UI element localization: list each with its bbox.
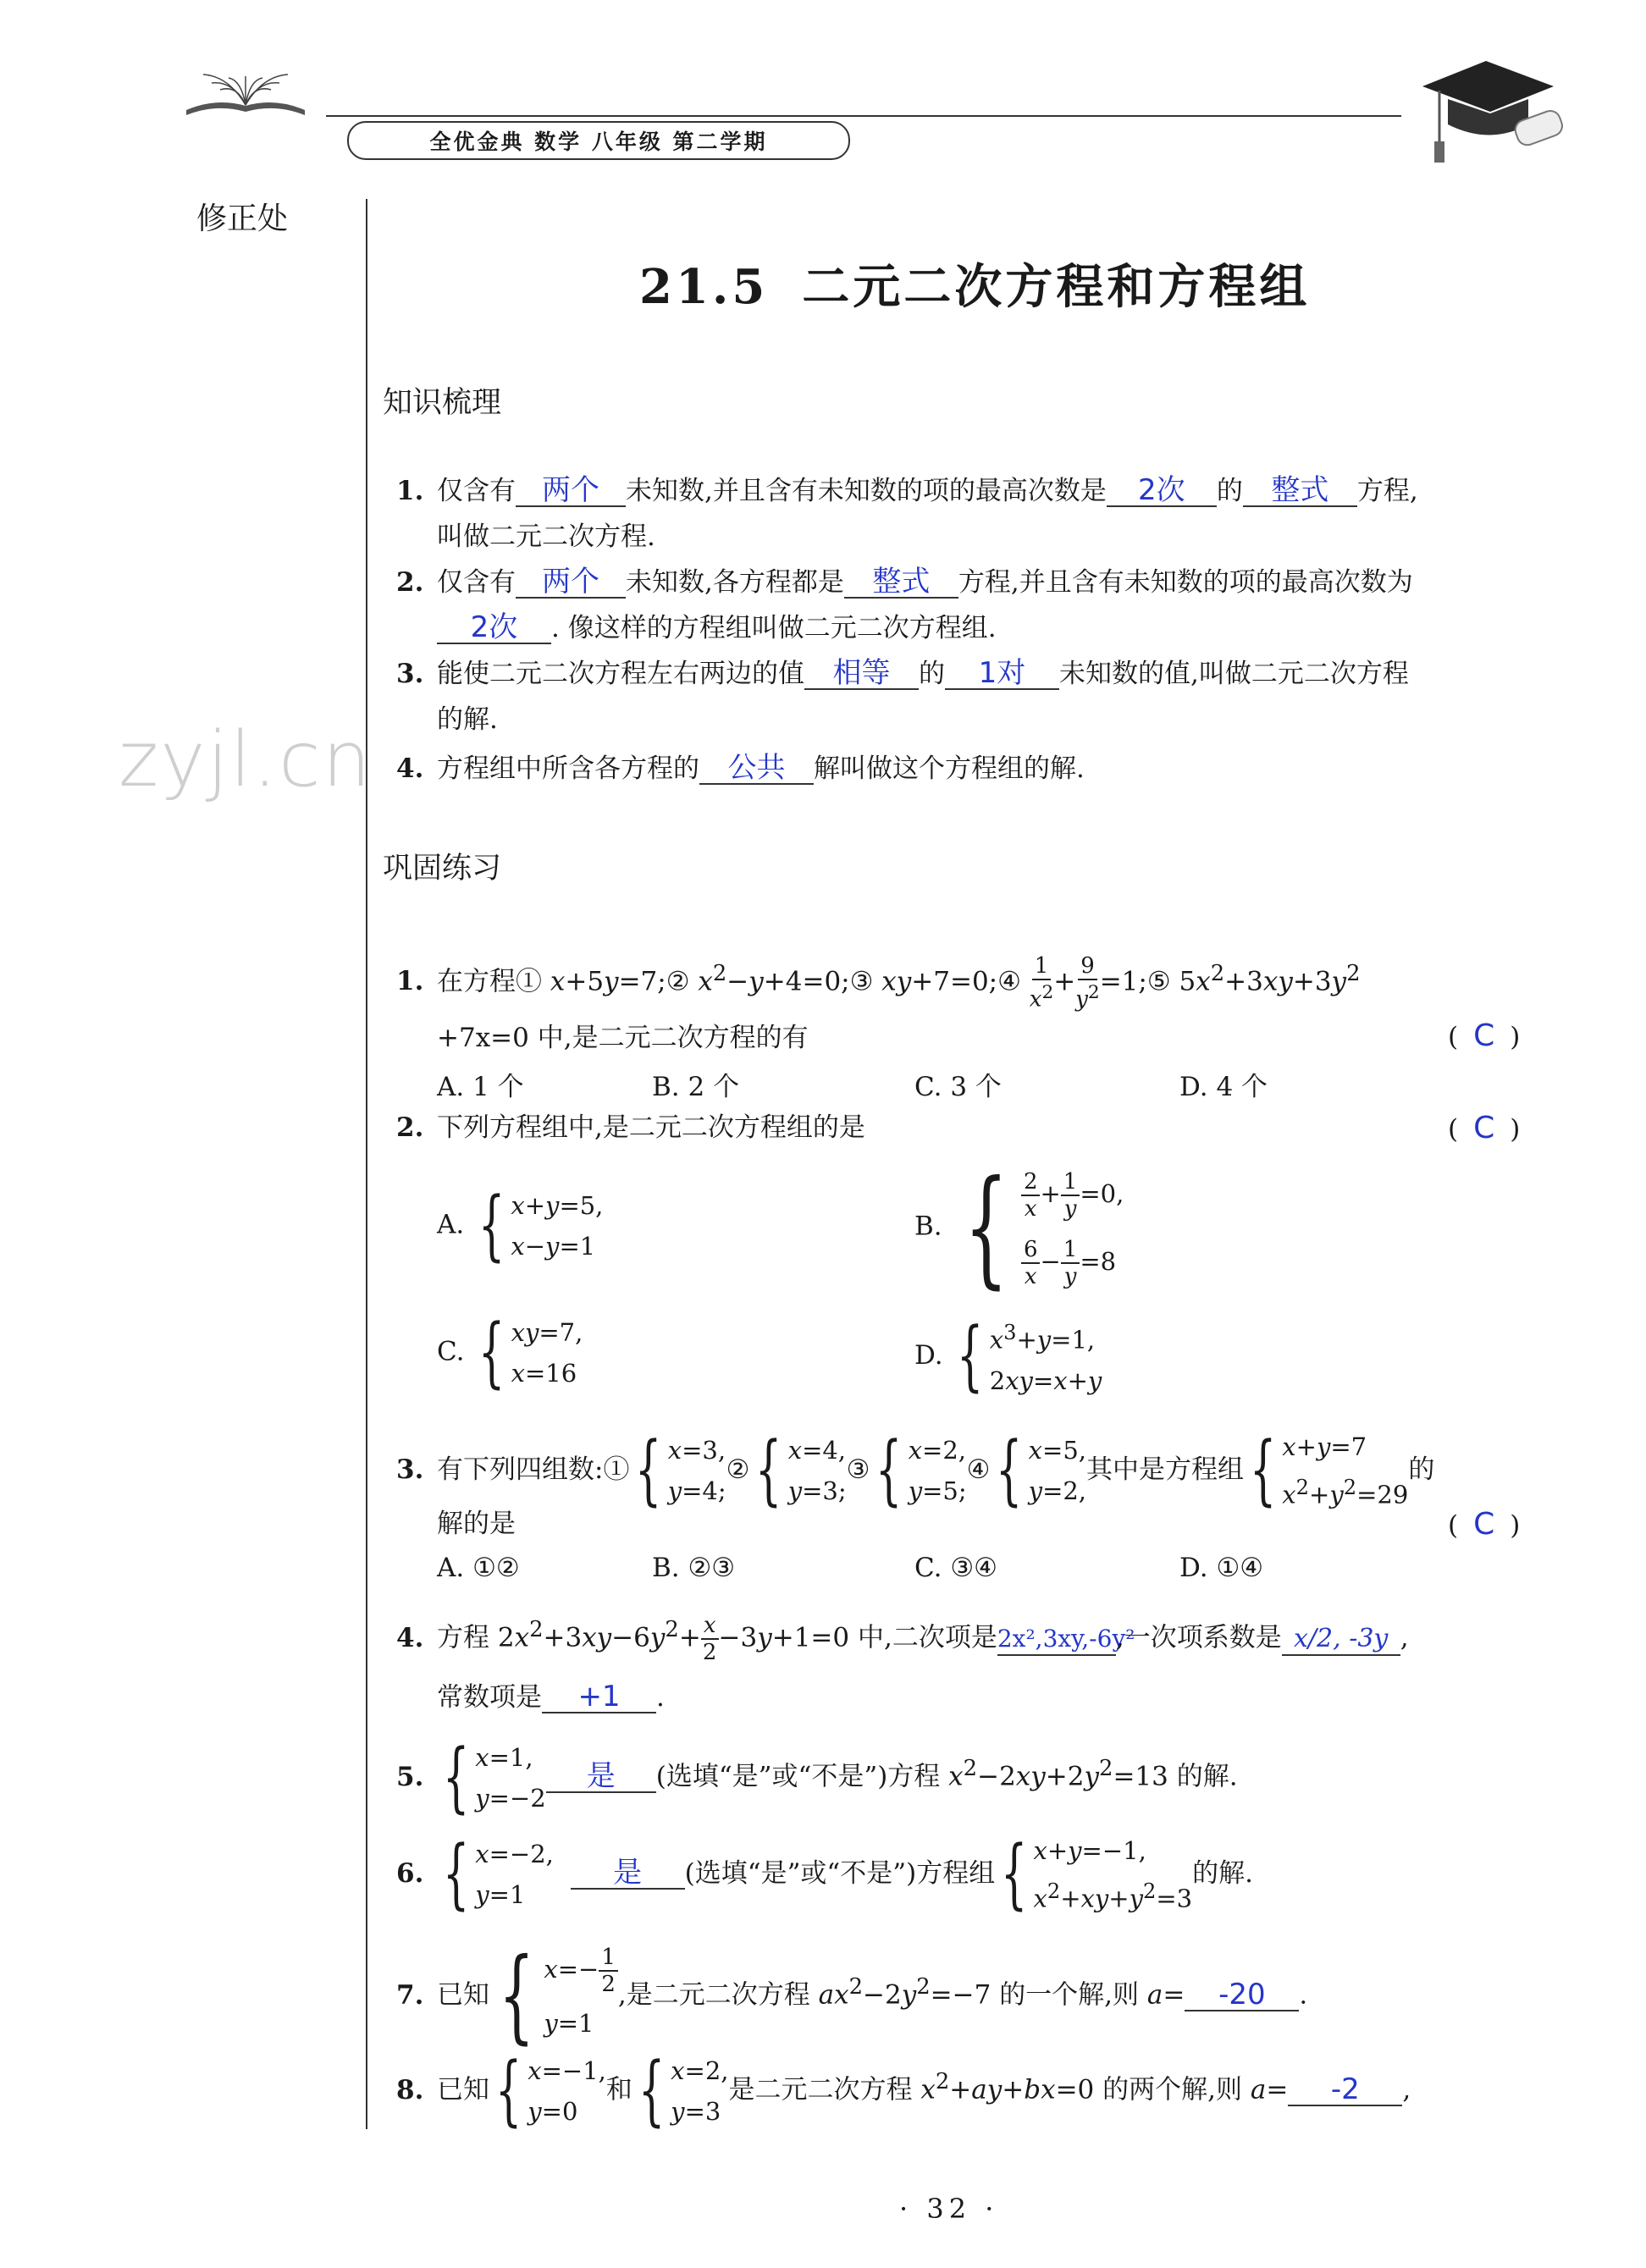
knowledge-item-2-cont: 2次 . 像这样的方程组叫做二元二次方程组. [437,611,997,645]
knowledge-item-2: 2. 仅含有 两个 未知数,各方程都是 整式 方程,并且含有未知数的项的最高次数为 [396,565,1413,599]
q2-option-b: B. { $\frac{2}{x}$ + $\frac{1}{y}$ =0, $\frac{6}{x}$ − $\frac{1}{y}$ =8 [914,1154,1124,1301]
q1-option-a: A. 1 个 [437,1072,524,1102]
q2-option-d: D. { $x^3+y=1$, 2xy=x+y [914,1311,1102,1401]
answer-blank[interactable]: 整式 [1243,475,1357,507]
knowledge-item-4: 4. 方程组中所含各方程的 公共 解叫做这个方程组的解. [396,751,1085,785]
answer-blank[interactable]: 2次 [437,612,551,644]
question-1-answer: ( C ) [1448,1018,1521,1053]
knowledge-item-1-cont: 叫做二元二次方程. [437,521,655,552]
section-title: 二元二次方程和方程组 [802,259,1311,315]
question-1: 1. 在方程① x+5y=7;② $x^2-y+4=0;③$ xy+7=0;④ $\frac{1}{x^2}$ + $\frac{9}{y^2}$ =1;⑤ $5x^2+3xy+3y^2$ [396,953,1361,1013]
question-7: 7. 已知 { x=− $\frac{1}{2}$ y=1 ,是二元二次方程 $ax^2-2y^2=-7$ 的一个解,则 a= -20 . [396,1937,1308,2055]
section-number: 21.5 [639,259,769,315]
q3-option-c: C. ③④ [914,1553,997,1583]
answer-blank[interactable]: 公共 [699,753,814,785]
q3-option-a: A. ①② [437,1553,520,1583]
question-3-answer: ( C ) [1448,1507,1521,1542]
q1-option-c: C. 3 个 [914,1072,1002,1102]
q2-option-a: A. { x+y=5, x−y=1 [437,1181,604,1270]
q3-option-b: B. ②③ [652,1553,736,1583]
answer-blank[interactable]: 是 [571,1857,685,1890]
q2-option-c: C. { xy=7, x=16 [437,1308,583,1397]
question-6: 6. { x=−2, y=1 是 (选填“是”或“不是”)方程组 { x+y=−1, $x^2+xy+y^2=3$ 的解. [396,1829,1253,1919]
graduation-cap-icon [1414,52,1566,171]
practice-heading: 巩固练习 [383,852,502,886]
margin-divider [366,199,367,2129]
question-4-cont: 常数项是 +1 . [437,1680,665,1713]
page-title [639,250,1310,317]
question-8: 8. 已知 { x=−1, y=0 和 { x=2, y=3 是二元二次方程 $x^2+ay+bx=0$ 的两个解,则 a= -2 , [396,2046,1411,2135]
question-2: 2. 下列方程组中,是二元二次方程组的是 [396,1112,865,1143]
answer-blank[interactable]: 2次 [1107,475,1217,507]
question-3: 3. 有下列四组数:① { x=3, y=4; ② { x=4, y=3; ③ { x=2, y=5; ④ { x=5, y=2, 其中是方程组 { x+y=7 $x^2+y^2=29$ 的 [396,1426,1435,1515]
question-2-answer: ( C ) [1448,1111,1521,1145]
answer-blank[interactable]: 1对 [945,658,1059,690]
q3-option-d: D. ①④ [1179,1553,1264,1583]
answer-blank[interactable]: 相等 [804,658,919,690]
q1-option-b: B. 2 个 [652,1072,740,1102]
page-number: · 32 · [899,2193,999,2225]
knowledge-item-3-cont: 的解. [437,704,498,735]
book-title: 全优金典 数学 八年级 第二学期 [347,121,850,160]
answer-blank[interactable]: x/2, -3y [1282,1624,1400,1656]
answer-blank[interactable]: -20 [1185,1979,1299,2011]
knowledge-heading: 知识梳理 [383,386,502,420]
answer-blank[interactable]: 2x²,3xy,-6y² [997,1624,1116,1656]
knowledge-item-1: 1. 仅含有 两个 未知数,并且含有未知数的项的最高次数是 2次 的 整式 方程, [396,473,1418,507]
question-1-cont: +7x=0 中,是二元二次方程的有 [437,1023,809,1053]
answer-blank[interactable]: 是 [546,1761,656,1793]
q1-option-d: D. 4 个 [1179,1072,1268,1102]
watermark: zyjl.cn [119,715,373,804]
header-rule [326,115,1401,117]
answer-blank[interactable]: 两个 [516,475,626,507]
answer-blank[interactable]: 整式 [844,566,958,599]
knowledge-item-3: 3. 能使二元二次方程左右两边的值 相等 的 1对 未知数的值,叫做二元二次方程 [396,656,1409,690]
question-3-cont: 解的是 [437,1509,516,1539]
question-5: 5. { x=1, y=−2 是 (选填“是”或“不是”)方程 $x^2-2xy+2y^2=13$ 的解. [396,1733,1238,1822]
question-4: 4. 方程 $2x^2+3xy-6y^2+$ $\frac{x}{2}$ −3y+1=0 中,二次项是2x²,3xy,-6y²,一次项系数是 x/2, -3y , [396,1613,1409,1665]
correction-column-label: 修正处 [196,201,289,236]
answer-blank[interactable]: 两个 [516,566,626,599]
answer-blank[interactable]: +1 [542,1681,656,1713]
answer-blank[interactable]: -2 [1288,2074,1402,2106]
open-book-icon [182,68,309,119]
